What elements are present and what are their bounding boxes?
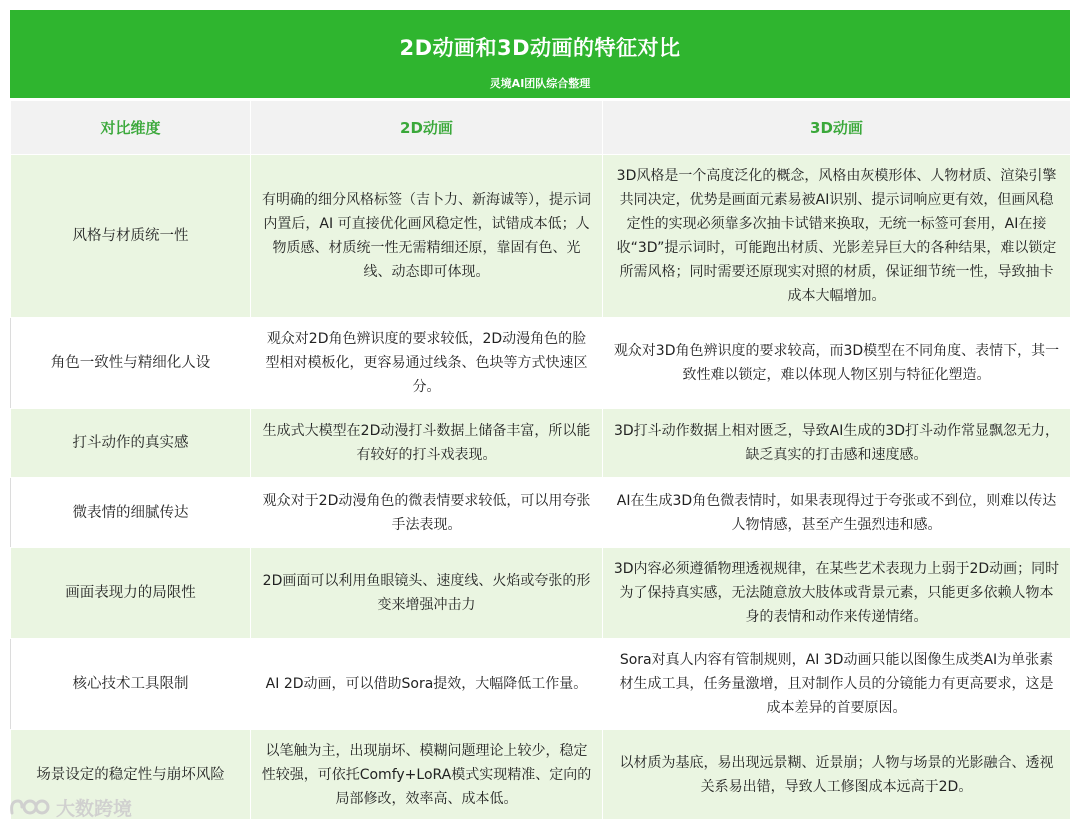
table-header-row [11,101,1071,155]
cell-2d: 观众对于2D动漫角色的微表情要求较低，可以用夸张手法表现。 [251,478,603,548]
cell-2d: 有明确的细分风格标签（吉卜力、新海诚等），提示词内置后，AI 可直接优化画风稳定性，试错成本低；人物质感、材质统一性无需精细还原，靠固有色、光线、动态即可体现。 [251,155,603,318]
watermark-text: 大数跨境 [56,797,133,820]
page-subtitle: 灵境AI团队综合整理 [489,77,591,90]
cell-dimension: 核心技术工具限制 [11,639,251,730]
table-row [11,639,1071,730]
cell-dimension: 打斗动作的真实感 [11,409,251,478]
cell-2d: AI 2D动画，可以借助Sora提效，大幅降低工作量。 [251,639,603,730]
header-banner [10,10,1070,98]
cell-3d: Sora对真人内容有管制规则，AI 3D动画只能以图像生成类AI为单张素材生成工具，任务量激增，且对制作人员的分镜能力有更高要求，这是成本差异的首要原因。 [603,639,1071,730]
cell-3d: 3D打斗动作数据上相对匮乏，导致AI生成的3D打斗动作常显飘忽无力，缺乏真实的打击感和速度感。 [603,409,1071,478]
column-header-2d: 2D动画 [251,101,603,155]
table-row [11,478,1071,548]
cell-dimension: 风格与材质统一性 [11,155,251,318]
table-row [11,730,1071,820]
cell-dimension: 角色一致性与精细化人设 [11,318,251,409]
comparison-table [10,100,1071,820]
cell-2d: 2D画面可以利用鱼眼镜头、速度线、火焰或夸张的形变来增强冲击力 [251,548,603,639]
cell-2d: 生成式大模型在2D动漫打斗数据上储备丰富，所以能有较好的打斗戏表现。 [251,409,603,478]
cell-dimension: 场景设定的稳定性与崩坏风险 [11,730,251,820]
cell-3d: 以材质为基底，易出现远景糊、近景崩；人物与场景的光影融合、透视关系易出错，导致人工修图成本远高于2D。 [603,730,1071,820]
cell-dimension: 画面表现力的局限性 [11,548,251,639]
page-title: 2D动画和3D动画的特征对比 [399,36,681,60]
column-header-3d: 3D动画 [603,101,1071,155]
table-row [11,548,1071,639]
column-header-dimension: 对比维度 [11,101,251,155]
watermark [8,792,132,822]
cell-3d: 3D内容必须遵循物理透视规律，在某些艺术表现力上弱于2D动画；同时为了保持真实感，无法随意放大肢体或背景元素，只能更多依赖人物本身的表情和动作来传递情绪。 [603,548,1071,639]
cell-2d: 观众对2D角色辨识度的要求较低，2D动漫角色的脸型相对模板化，更容易通过线条、色块等方式快速区分。 [251,318,603,409]
table-row [11,409,1071,478]
cell-3d: 3D风格是一个高度泛化的概念，风格由灰模形体、人物材质、渲染引擎共同决定，优势是画面元素易被AI识别、提示词响应更有效，但画风稳定性的实现必须靠多次抽卡试错来换取，无统一标签可套用，AI在接收“3D”提示词时，可能跑出材质、光影差异巨大的各种结果，难以锁定所需风格；同时需要还原现实对照的材质，保证细节统一性，导致抽卡成本大幅增加。 [603,155,1071,318]
cell-3d: 观众对3D角色辨识度的要求较高，而3D模型在不同角度、表情下，其一致性难以锁定，难以体现人物区别与特征化塑造。 [603,318,1071,409]
cell-2d: 以笔触为主，出现崩坏、模糊问题理论上较少，稳定性较强，可依托Comfy+LoRA模式实现精准、定向的局部修改，效率高、成本低。 [251,730,603,820]
logo-icon [8,795,52,819]
table-row [11,318,1071,409]
cell-dimension: 微表情的细腻传达 [11,478,251,548]
cell-3d: AI在生成3D角色微表情时，如果表现得过于夸张或不到位，则难以传达人物情感，甚至产生强烈违和感。 [603,478,1071,548]
table-row [11,155,1071,318]
